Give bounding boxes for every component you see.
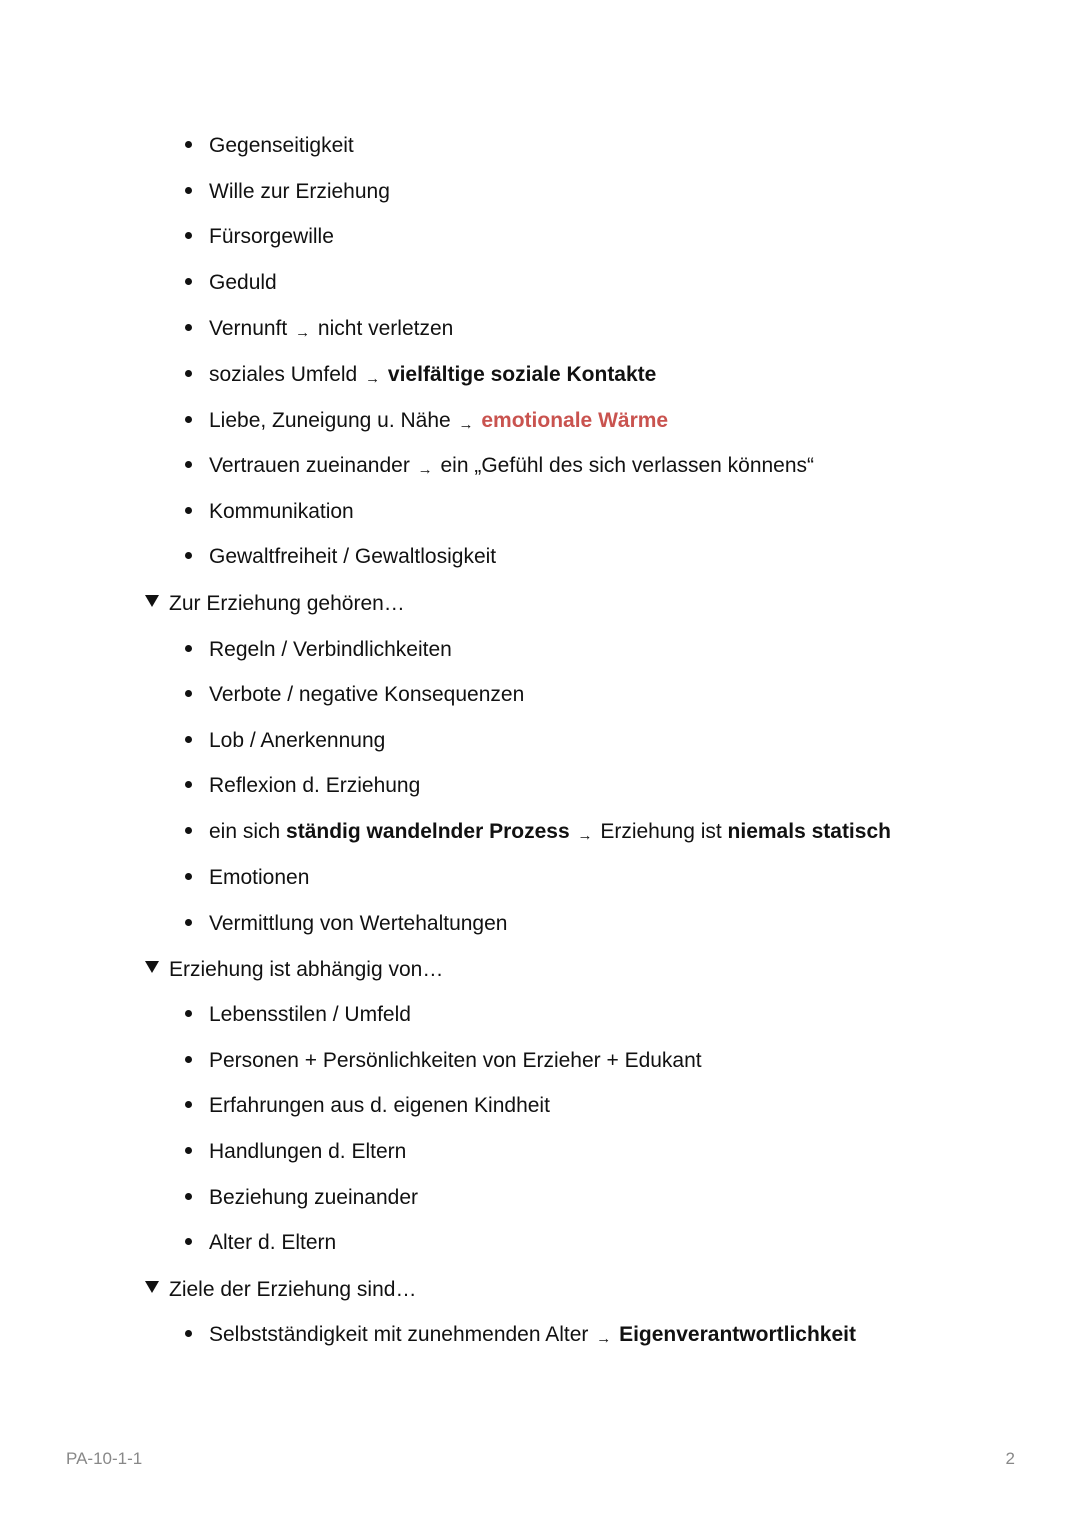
bullet-icon — [185, 370, 192, 377]
highlight-text: emotionale Wärme — [481, 409, 669, 432]
list-item: Personen + Persönlichkeiten von Erzieher + Edukant — [185, 1047, 702, 1075]
bullet-icon — [185, 232, 192, 239]
bullet-icon — [185, 736, 192, 743]
list-item: Beziehung zueinander — [185, 1184, 418, 1212]
arrow-right-icon: → — [596, 1330, 612, 1347]
bullet-icon — [185, 1193, 192, 1200]
bullet-icon — [185, 1010, 192, 1017]
bullet-icon — [185, 781, 192, 788]
triangle-down-icon[interactable] — [145, 961, 159, 973]
list-item: Vernunft → nicht verletzen — [185, 315, 453, 345]
list-item: Handlungen d. Eltern — [185, 1138, 406, 1166]
bullet-icon — [185, 187, 192, 194]
bullet-icon — [185, 690, 192, 697]
list-item: ein sich ständig wandelnder Prozess → Erziehung ist niemals statisch — [185, 818, 891, 848]
list-item: Verbote / negative Konsequenzen — [185, 681, 524, 709]
bullet-icon — [185, 324, 192, 331]
list-item: Alter d. Eltern — [185, 1229, 336, 1257]
arrow-right-icon: → — [295, 324, 311, 341]
bullet-icon — [185, 141, 192, 148]
section-heading[interactable]: Erziehung ist abhängig von… — [145, 956, 443, 984]
list-item: Lob / Anerkennung — [185, 727, 385, 755]
list-item: Gewaltfreiheit / Gewaltlosigkeit — [185, 543, 496, 571]
page-number: 2 — [1005, 1449, 1015, 1468]
bullet-icon — [185, 416, 192, 423]
list-item: Emotionen — [185, 864, 309, 892]
arrow-right-icon: → — [365, 370, 381, 387]
bullet-icon — [185, 827, 192, 834]
arrow-right-icon: → — [417, 461, 433, 478]
list-item: Kommunikation — [185, 498, 354, 526]
triangle-down-icon[interactable] — [145, 1281, 159, 1293]
bullet-icon — [185, 645, 192, 652]
arrow-right-icon: → — [458, 416, 474, 433]
bullet-icon — [185, 873, 192, 880]
list-item: Liebe, Zuneigung u. Nähe → emotionale Wärme — [185, 407, 668, 437]
list-item: Wille zur Erziehung — [185, 178, 390, 206]
bullet-icon — [185, 278, 192, 285]
bullet-icon — [185, 1147, 192, 1154]
arrow-right-icon: → — [577, 827, 593, 844]
bullet-icon — [185, 919, 192, 926]
list-item: Vermittlung von Wertehaltungen — [185, 910, 507, 938]
triangle-down-icon[interactable] — [145, 595, 159, 607]
list-item: Gegenseitigkeit — [185, 132, 354, 160]
bullet-icon — [185, 507, 192, 514]
footer-doc-id: PA-10-1-1 — [66, 1449, 143, 1468]
bullet-icon — [185, 1330, 192, 1337]
bullet-icon — [185, 1238, 192, 1245]
list-item: Erfahrungen aus d. eigenen Kindheit — [185, 1092, 550, 1120]
list-item: soziales Umfeld → vielfältige soziale Kontakte — [185, 361, 656, 391]
bullet-icon — [185, 461, 192, 468]
section-heading[interactable]: Zur Erziehung gehören… — [145, 590, 405, 618]
list-item: Reflexion d. Erziehung — [185, 772, 420, 800]
list-item: Selbstständigkeit mit zunehmenden Alter → Eigenverantwortlichkeit — [185, 1321, 856, 1351]
bullet-icon — [185, 1056, 192, 1063]
bullet-icon — [185, 552, 192, 559]
list-item: Fürsorgewille — [185, 223, 334, 251]
list-item: Geduld — [185, 269, 277, 297]
list-item: Lebensstilen / Umfeld — [185, 1001, 411, 1029]
bullet-icon — [185, 1101, 192, 1108]
section-heading[interactable]: Ziele der Erziehung sind… — [145, 1276, 416, 1304]
list-item: Regeln / Verbindlichkeiten — [185, 636, 452, 664]
list-item: Vertrauen zueinander → ein „Gefühl des sich verlassen könnens“ — [185, 452, 814, 482]
